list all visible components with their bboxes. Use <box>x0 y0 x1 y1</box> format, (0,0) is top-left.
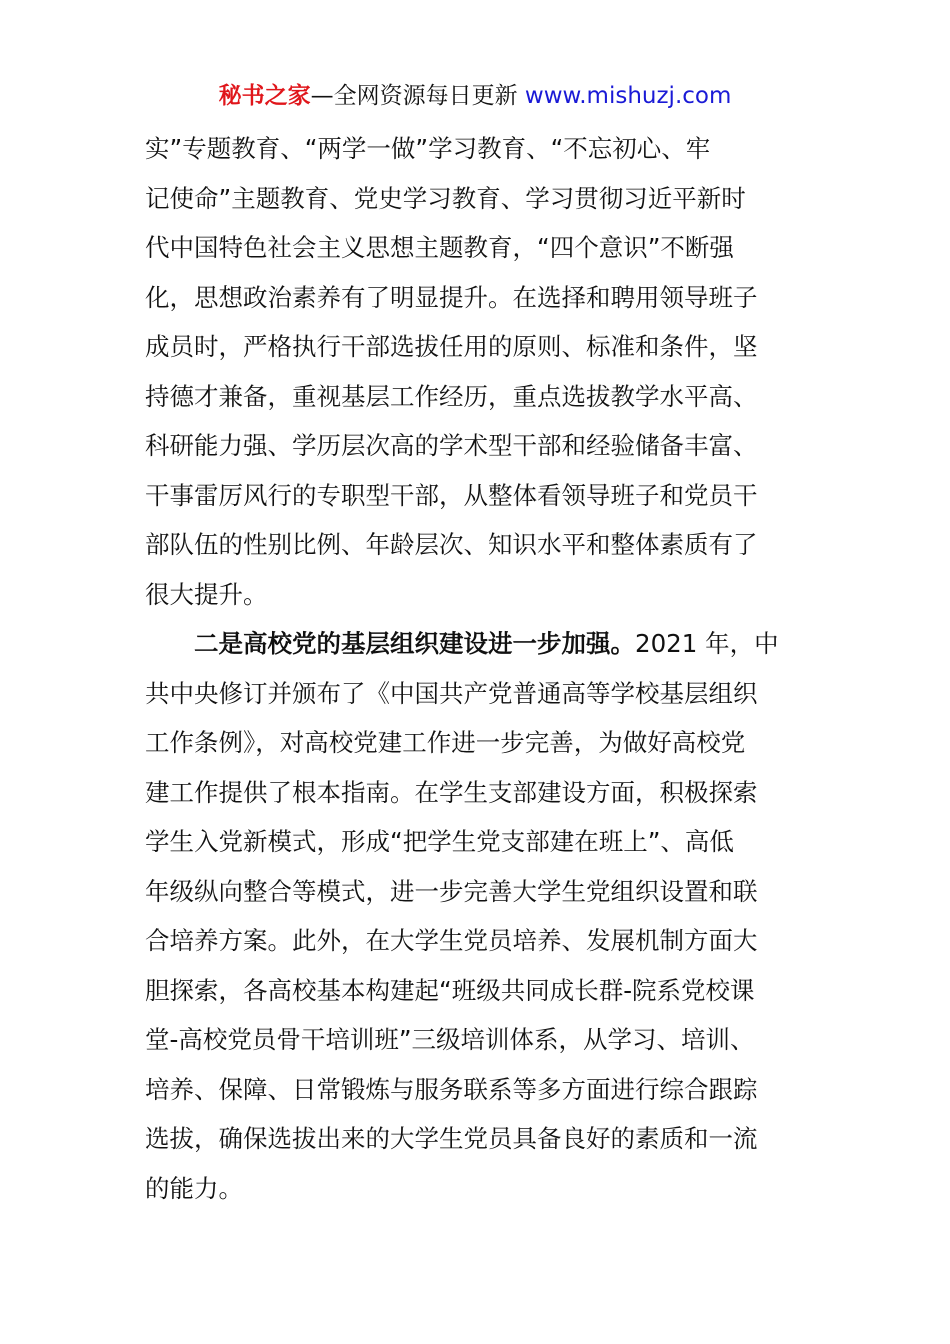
text-line: 部队伍的性别比例、年龄层次、知识水平和整体素质有了 <box>145 530 758 559</box>
text-line-first <box>145 619 807 669</box>
text-line: 记使命”主题教育、党史学习教育、学习贯彻习近平新时 <box>145 183 746 213</box>
text-line: 培养、保障、日常锻炼与服务联系等多方面进行综合跟踪 <box>145 1074 758 1104</box>
text-line: 成员时，严格执行干部选拔任用的原则、标准和条件，坚 <box>145 332 758 361</box>
document-body <box>145 124 807 1213</box>
text-line: 代中国特色社会主义思想主题教育，“四个意识”不断强 <box>145 233 734 262</box>
text-line: 选拔，确保选拔出来的大学生党员具备良好的素质和一流 <box>145 1124 758 1153</box>
text-line: 的能力。 <box>145 1173 243 1203</box>
text-line: 工作条例》，对高校党建工作进一步完善，为做好高校党 <box>145 728 746 757</box>
text-line: 科研能力强、学历层次高的学术型干部和经验储备丰富、 <box>145 431 758 460</box>
text-line: 胆探索，各高校基本构建起“班级共同成长群-院系党校课 <box>145 975 755 1005</box>
text-line: 干事雷厉风行的专职型干部，从整体看领导班子和党员干 <box>145 480 758 510</box>
text-line: 共中央修订并颁布了《中国共产党普通高等学校基层组织 <box>145 678 758 708</box>
site-url-link[interactable]: www.mishuzj.com <box>524 83 732 109</box>
text-line: 合培养方案。此外，在大学生党员培养、发展机制方面大 <box>145 926 758 955</box>
text-line: 持德才兼备，重视基层工作经历，重点选拔教学水平高、 <box>145 381 758 411</box>
text-line: 年级纵向整合等模式，进一步完善大学生党组织设置和联 <box>145 876 758 906</box>
text-line: 建工作提供了根本指南。在学生支部建设方面，积极探索 <box>145 777 758 807</box>
text-line: 学生入党新模式，形成“把学生党支部建在班上”、高低 <box>145 827 734 856</box>
text-line: 化，思想政治素养有了明显提升。在选择和聘用领导班子 <box>145 282 758 312</box>
site-tagline: —全网资源每日更新 <box>310 83 525 109</box>
text-line: 堂-高校党员骨干培训班”三级培训体系，从学习、培训、 <box>145 1025 755 1054</box>
site-header <box>0 78 950 114</box>
paragraph-heading: 二是高校党的基层组织建设进一步加强。 <box>194 629 635 658</box>
text-run: 2021 年，中 <box>635 629 779 658</box>
text-line: 很大提升。 <box>145 579 268 609</box>
paragraph-2 <box>145 619 807 1213</box>
paragraph-1 <box>145 124 807 619</box>
text-line: 实”专题教育、“两学一做”学习教育、“不忘初心、牢 <box>145 134 711 163</box>
site-brand: 秘书之家 <box>218 83 311 109</box>
